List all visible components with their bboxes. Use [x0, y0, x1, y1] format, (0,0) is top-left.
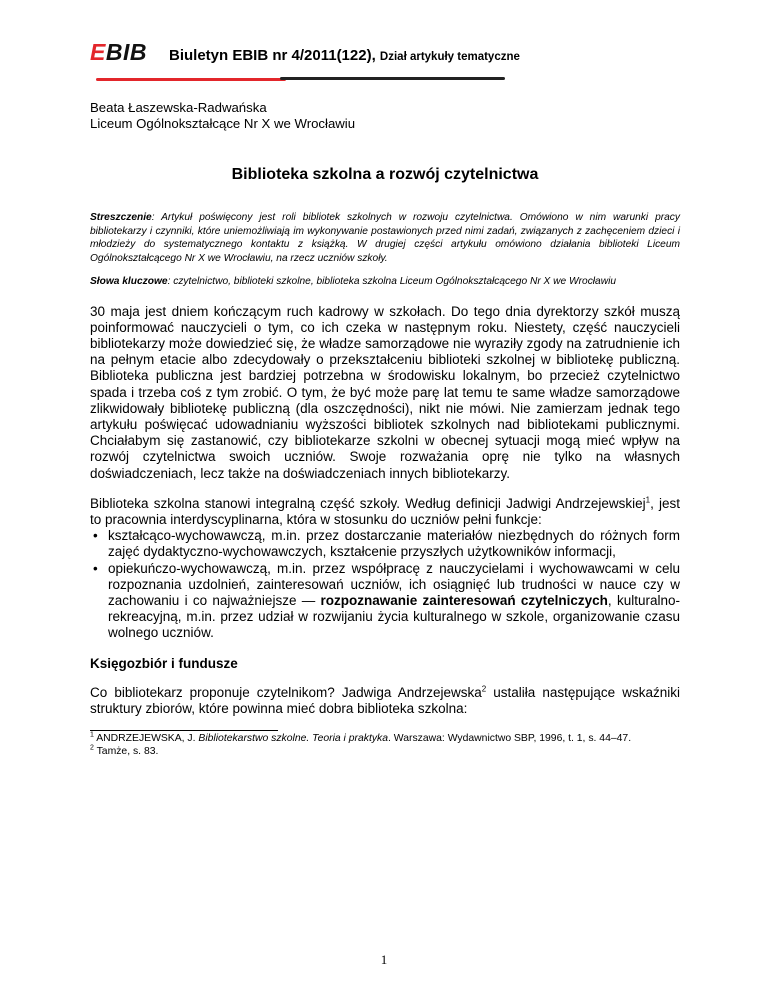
- section-heading: Księgozbiór i fundusze: [90, 655, 238, 671]
- header-rule-red: [96, 78, 286, 81]
- list-item-text: kształcąco-wychowawczą, m.in. przez dostarczanie materiałów niezbędnych do różnych form zajęć dydaktyczno-wychowawczych, kształcenie przyszłych użytkowników informacji,: [108, 528, 680, 560]
- journal-section: Dział artykuły tematyczne: [379, 51, 520, 63]
- functions-list: [90, 528, 680, 641]
- author-affiliation: Liceum Ogólnokształcące Nr X we Wrocławiu: [90, 116, 356, 131]
- footnote-ref-1[interactable]: 1: [645, 495, 651, 505]
- keywords: [90, 275, 680, 289]
- ebib-logo: [90, 38, 147, 66]
- list-item-text-b: , kulturalno-rekreacyjną, m.in. przez udział w rozwijaniu życia kulturalnego w szkole, organizowanie czasu wolnego uczniów.: [108, 592, 680, 641]
- bullet-icon: •: [93, 528, 98, 544]
- footnote-ref-2[interactable]: 2: [481, 684, 487, 694]
- footnote-2-number: 2: [90, 744, 94, 752]
- footnote-1-number: 1: [90, 731, 94, 739]
- keywords-label: Słowa kluczowe: [90, 276, 168, 287]
- paragraph-3: [90, 685, 680, 717]
- abstract: [90, 211, 680, 265]
- article-title: Biblioteka szkolna a rozwój czytelnictwa: [231, 166, 539, 183]
- page-number: 1: [380, 952, 388, 967]
- header-rule-black: [280, 77, 505, 80]
- journal-title: [169, 47, 520, 64]
- author-name: Beata Łaszewska-Radwańska: [90, 100, 267, 115]
- paragraph-2-text-b: , jest to pracownia interdyscyplinarna, która w stosunku do uczniów pełni funkcje:: [90, 495, 680, 527]
- paragraph-2: [90, 496, 680, 528]
- footnote-1: [90, 732, 680, 745]
- list-item-bold: rozpoznawanie zainteresowań czytelniczych: [320, 592, 608, 608]
- list-item: [90, 561, 680, 642]
- abstract-text: : Artykuł poświęcony jest roli bibliotek szkolnych w rozwoju czytelnictwa. Omówiono w nim warunki pracy bibliotekarzy i czynniki, które uniemożliwiają im wykonywanie postawionych przed nimi zadań, związanych z zachęceniem dzieci i młodzieży do systematycznego kontaktu z książką. W drugiej części artykułu omówiono działania biblioteki Liceum Ogólnokształcącego Nr X we Wrocławiu, na rzecz uczniów szkoły.: [90, 212, 680, 264]
- list-item: [90, 528, 680, 560]
- footnote-separator: [90, 730, 278, 731]
- paragraph-3-text-b: ustaliła następujące wskaźniki struktury zbiorów, które powinna mieć dobra biblioteka szkolna:: [90, 684, 680, 716]
- footnote-1-book-title: Bibliotekarstwo szkolne. Teoria i praktyka: [198, 732, 389, 744]
- running-header: [90, 34, 680, 92]
- paragraph-3-text-a: Co bibliotekarz proponuje czytelnikom? Jadwiga Andrzejewska: [90, 684, 482, 700]
- document-page: [90, 34, 680, 758]
- list-item-text-a: opiekuńczo-wychowawczą, m.in. przez współpracę z nauczycielami i wychowawcami w celu rozpoznania uzdolnień, zainteresowań uczniów, ich osiągnięć lub trudności w nauce czy w zachowaniu i co najważniejsze —: [108, 560, 680, 608]
- keywords-text: : czytelnictwo, biblioteki szkolne, biblioteka szkolna Liceum Ogólnokształcącego Nr X we Wrocławiu: [167, 276, 617, 287]
- author-block: [90, 100, 680, 132]
- abstract-label: Streszczenie: [90, 212, 152, 223]
- footnote-2: [90, 745, 680, 758]
- paragraph-1: 30 maja jest dniem kończącym ruch kadrowy w szkołach. Do tego dnia dyrektorzy szkół muszą poinformować nauczycieli o tym, co ich czeka w następnym roku. Niestety, część nauczycieli bibliotekarzy może dowiedzieć się, że władze samorządowe nie wyraziły zgody na zatrudnienie ich na pełnym etacie albo zdecydowały o przekształceniu biblioteki szkolnej w bibliotekę publiczną. Biblioteka publiczna jest bardziej potrzebna w środowisku lokalnym, bo przecież czytelnictwo spada i trzeba coś z tym zrobić. O tym, że być może parę lat temu te same władze samorządowe zlikwidowały bibliotekę publiczną (dla oszczędności), nikt nie mówi. Nie zamierzam jednak tego artykułu poświęcać udowadnianiu wyższości bibliotek szkolnych nad bibliotekami publicznymi. Chciałabym się zastanowić, czy bibliotekarze szkolni w obecnej sytuacji mogą mieć wpływ na rozwój czytelnictwa swoich uczniów. Swoje rozważania oprę nie tylko na własnych doświadczeniach, lecz także na doświadczeniach innych bibliotekarzy.: [90, 303, 680, 481]
- bullet-icon: •: [93, 560, 98, 576]
- journal-issue: Biuletyn EBIB nr 4/2011(122),: [169, 47, 376, 64]
- logo-letters-bib: BIB: [105, 39, 147, 65]
- logo-letter-e: E: [90, 39, 106, 65]
- footnote-1-text-a: ANDRZEJEWSKA, J.: [93, 732, 199, 744]
- paragraph-2-text-a: Biblioteka szkolna stanowi integralną część szkoły. Według definicji Jadwigi Andrzejewskiej: [90, 495, 646, 511]
- footnote-1-text-b: . Warszawa: Wydawnictwo SBP, 1996, t. 1, s. 44–47.: [388, 732, 632, 744]
- footnote-2-text: Tamże, s. 83.: [93, 745, 159, 757]
